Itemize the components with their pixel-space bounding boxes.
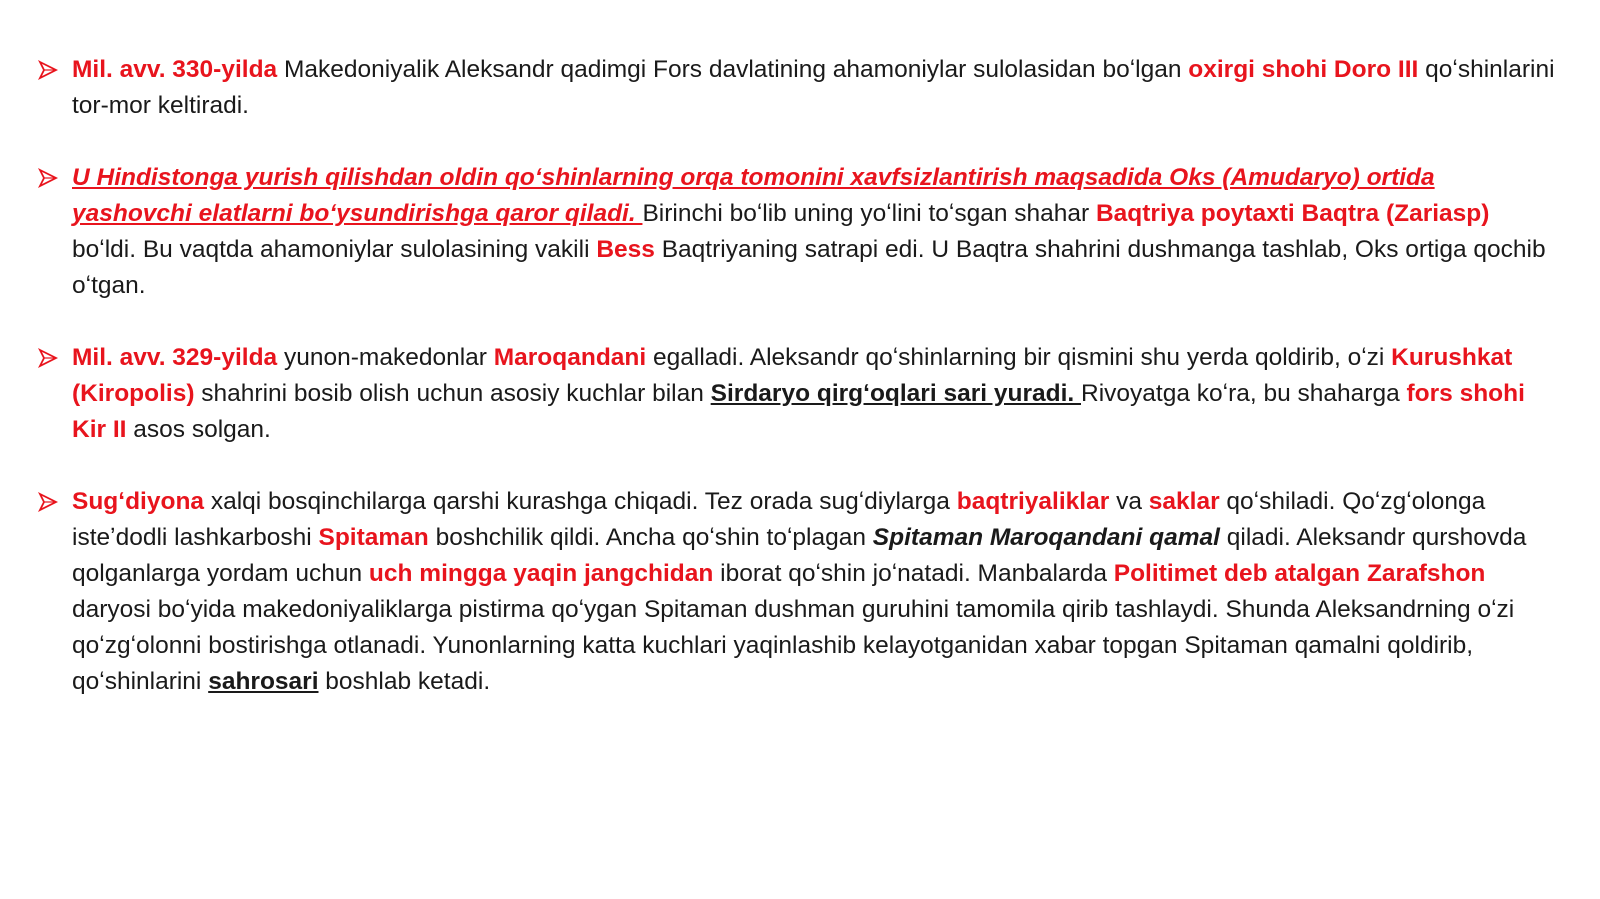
bullet-item [38,484,1560,700]
text-run: Maroqandani [493,344,647,371]
text-run: Spitaman [318,524,429,551]
bullet-item [38,340,1560,448]
text-run: yunon-makedonlar [277,344,494,371]
text-run: fors shohi Kir II [72,380,1525,443]
text-run: daryosi boʻyida makedoniyaliklarga pistirma qoʻygan Spitaman dushman guruhini tamomila qirib tashlaydi. Shunda Aleksandrning oʻzi qoʻzgʻolonni bostirishga otlanadi. Yunonlarning katta kuchlari yaqinlashib kelayotganidan xabar topgan Spitaman qamalni qoldirib, qoʻshinlarini [72,596,1515,695]
paragraph-text [72,52,1560,124]
text-run: sahrosari [208,668,319,695]
text-run: saklar [1148,488,1220,515]
text-run: Spitaman Maroqandani qamal [872,524,1220,551]
text-run: qiladi. Aleksandr qurshovda qolganlarga yordam uchun [72,524,1527,587]
text-run: Baqtriya poytaxti Baqtra (Zariasp) [1095,200,1490,227]
arrow-bullet-icon [38,492,58,512]
bullet-item [38,160,1560,304]
text-run: U Hindistonga yurish qilishdan oldin qoʻshinlarning orqa tomonini xavfsizlantirish maqsadida Oks (Amudaryo) ortida yashovchi elatlarni boʻysundirishga qaror qiladi. [72,164,1435,227]
text-run: shahrini bosib olish uchun asosiy kuchlar bilan [194,380,711,407]
text-run: va [1109,488,1149,515]
text-run: Bess [596,236,655,263]
text-run: oxirgi shohi Doro III [1188,56,1419,83]
text-run: Sugʻdiyona [72,488,205,515]
text-run: xalqi bosqinchilarga qarshi kurashga chiqadi. Tez orada sugʻdiylarga [204,488,957,515]
text-run: baqtriyaliklar [956,488,1110,515]
text-run: qoʻshiladi. Qoʻzgʻolonga isteʼdodli lashkarboshi [72,488,1486,551]
paragraph-text [72,340,1560,448]
text-run: Mil. avv. 329-yilda [72,344,278,371]
text-run: iborat qoʻshin joʻnatadi. Manbalarda [713,560,1114,587]
bullet-list [38,52,1560,700]
text-run: asos solgan. [126,416,271,443]
arrow-bullet-icon [38,348,58,368]
text-run: egalladi. Aleksandr qoʻshinlarning bir qismini shu yerda qoldirib, oʻzi [646,344,1392,371]
text-run: Kurushkat (Kiropolis) [72,344,1513,407]
bullet-item [38,52,1560,124]
text-run: boʻldi. Bu vaqtda ahamoniylar sulolasining vakili [72,236,597,263]
text-run: Sirdaryo qirgʻoqlari sari yuradi. [710,380,1081,407]
text-run: Birinchi boʻlib uning yoʻlini toʻsgan shahar [642,200,1096,227]
text-run: Baqtriyaning satrapi edi. U Baqtra shahrini dushmanga tashlab, Oks ortiga qochib oʻtgan. [72,236,1546,299]
paragraph-text [72,484,1560,700]
text-run: Politimet deb atalgan Zarafshon [1113,560,1486,587]
arrow-bullet-icon [38,168,58,188]
text-run: Mil. avv. 330-yilda [72,56,278,83]
text-run: Rivoyatga koʻra, bu shaharga [1081,380,1407,407]
text-run: boshlab ketadi. [318,668,491,695]
text-run: uch mingga yaqin jangchidan [368,560,714,587]
text-run: Makedoniyalik Aleksandr qadimgi Fors davlatining ahamoniylar sulolasidan boʻlgan [277,56,1189,83]
text-run: qoʻshinlarini tor-mor keltiradi. [72,56,1555,119]
paragraph-text [72,160,1560,304]
arrow-bullet-icon [38,60,58,80]
text-run: boshchilik qildi. Ancha qoʻshin toʻplagan [428,524,873,551]
